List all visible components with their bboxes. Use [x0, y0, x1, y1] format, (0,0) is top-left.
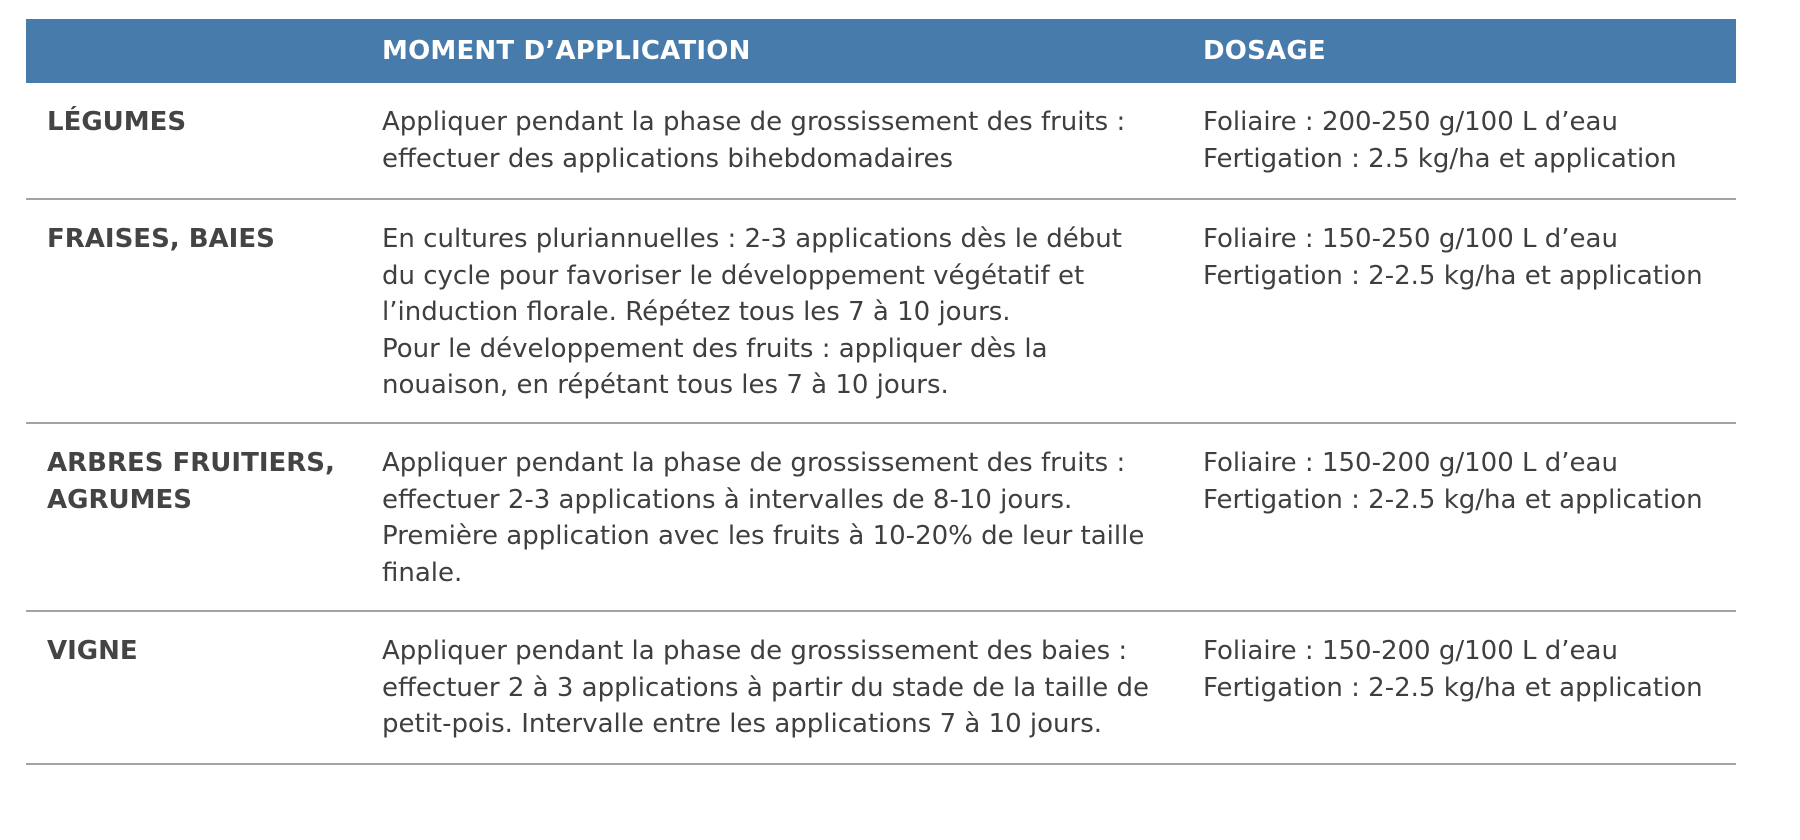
- moment-line: petit-pois. Intervalle entre les applications 7 à 10 jours.: [382, 709, 1103, 739]
- crop-cell: [26, 612, 382, 763]
- moment-line: Appliquer pendant la phase de grossissement des baies :: [382, 636, 1128, 666]
- header-moment: MOMENT D’APPLICATION: [382, 36, 751, 66]
- moment-line: effectuer 2 à 3 applications à partir du stade de la taille de: [382, 672, 1149, 703]
- moment-line: Première application avec les fruits à 10-20% de leur taille: [382, 521, 1145, 551]
- crop-cell: [26, 200, 382, 422]
- table-row: [26, 424, 1736, 612]
- table-header: [26, 19, 1736, 83]
- table-row: [26, 83, 1736, 200]
- dosage-line: Foliaire : 200-250 g/100 L d’eau: [1203, 107, 1618, 137]
- crop-line: FRAISES, BAIES: [47, 224, 275, 254]
- dosage-line: Foliaire : 150-200 g/100 L d’eau: [1203, 448, 1618, 478]
- table-row: [26, 612, 1736, 765]
- dosage-line: Fertigation : 2-2.5 kg/ha et application: [1203, 672, 1703, 703]
- moment-line: effectuer des applications bihebdomadaires: [382, 143, 954, 174]
- moment-line: l’induction florale. Répétez tous les 7 à 10 jours.: [382, 297, 1011, 327]
- moment-cell: [382, 200, 1203, 422]
- moment-line: Appliquer pendant la phase de grossissement des fruits :: [382, 107, 1126, 137]
- moment-cell: [382, 612, 1203, 763]
- crop-line: LÉGUMES: [47, 107, 187, 137]
- crop-cell: [26, 424, 382, 610]
- moment-cell: [382, 424, 1203, 610]
- moment-line: Pour le développement des fruits : appliquer dès la: [382, 333, 1048, 364]
- header-dosage: DOSAGE: [1203, 36, 1326, 66]
- table-row: [26, 200, 1736, 424]
- crop-line: ARBRES FRUITIERS,: [47, 448, 335, 478]
- crop-cell: [26, 83, 382, 198]
- dosage-cell: [1203, 200, 1736, 422]
- moment-line: En cultures pluriannuelles : 2-3 applications dès le début: [382, 224, 1122, 254]
- moment-line: finale.: [382, 557, 463, 588]
- moment-line: effectuer 2-3 applications à intervalles de 8-10 jours.: [382, 484, 1073, 515]
- dosage-cell: [1203, 424, 1736, 610]
- moment-cell: [382, 83, 1203, 198]
- crop-line: VIGNE: [47, 636, 138, 666]
- moment-line: Appliquer pendant la phase de grossissement des fruits :: [382, 448, 1126, 478]
- dosage-line: Fertigation : 2.5 kg/ha et application: [1203, 143, 1677, 174]
- dosage-line: Fertigation : 2-2.5 kg/ha et application: [1203, 484, 1703, 515]
- dosage-cell: [1203, 612, 1736, 763]
- application-table: [26, 19, 1736, 765]
- dosage-line: Fertigation : 2-2.5 kg/ha et application: [1203, 260, 1703, 291]
- moment-line: du cycle pour favoriser le développement végétatif et: [382, 260, 1085, 291]
- moment-line: nouaison, en répétant tous les 7 à 10 jours.: [382, 370, 949, 400]
- dosage-line: Foliaire : 150-200 g/100 L d’eau: [1203, 636, 1618, 666]
- dosage-cell: [1203, 83, 1736, 198]
- crop-line: AGRUMES: [47, 484, 192, 515]
- dosage-line: Foliaire : 150-250 g/100 L d’eau: [1203, 224, 1618, 254]
